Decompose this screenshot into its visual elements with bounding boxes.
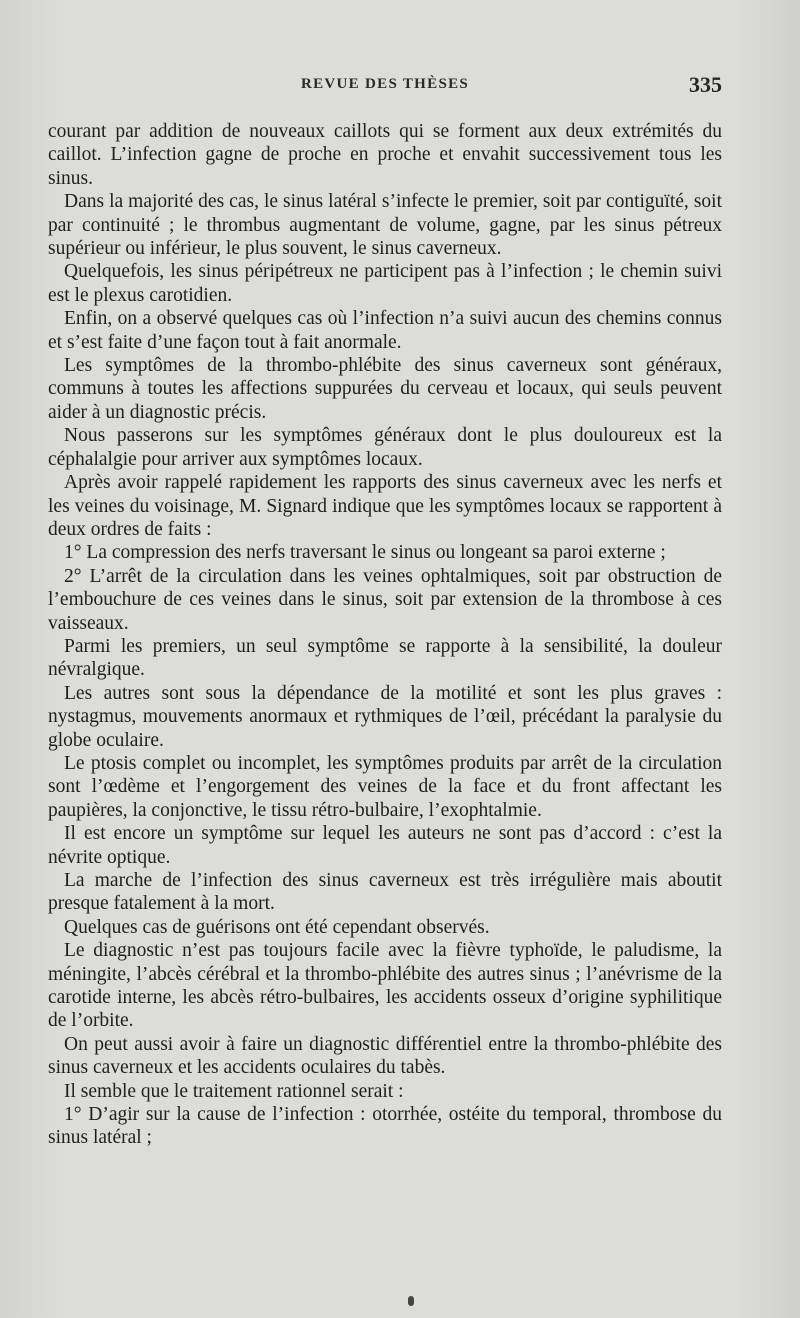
printer-mark — [408, 1296, 414, 1306]
paragraph: Les symptômes de la thrombo-phlébite des sinus caverneux sont généraux, communs à toutes les affections suppurées du cerveau et locaux, qui seuls peuvent aider à un diagnostic précis. — [48, 355, 722, 423]
paragraph: 2° L’arrêt de la circulation dans les veines ophtalmiques, soit par obstruction de l’embouchure de ces veines dans le sinus, soit par extension de la thrombose à ces vaisseaux. — [48, 565, 722, 634]
paragraph: Il est encore un symptôme sur lequel les auteurs ne sont pas d’accord : c’est la névrite optique. — [48, 823, 722, 868]
body-text — [48, 120, 722, 1150]
paragraph: Enfin, on a observé quelques cas où l’infection n’a suivi aucun des chemins connus et s’est faite d’une façon tout à fait anormale. — [48, 308, 722, 353]
paragraph: Parmi les premiers, un seul symptôme se rapporte à la sensibilité, la douleur névralgique. — [48, 635, 722, 681]
paragraph: Après avoir rappelé rapidement les rapports des sinus caverneux avec les nerfs et les veines du voisinage, M. Signard indique que les symptômes locaux se rapportent à deux ordres de faits : — [48, 472, 722, 540]
page-number: 335 — [689, 72, 722, 97]
paragraph: Nous passerons sur les symptômes généraux dont le plus douloureux est la céphalalgie pour arriver aux symptômes locaux. — [48, 425, 722, 470]
paragraph: Le ptosis complet ou incomplet, les symptômes produits par arrêt de la circulation sont l’œdème et l’engorgement des veines de la face et du front affectant les paupières, la conjonctive, le tissu rétro-bulbaire, l’exophtalmie. — [48, 752, 722, 821]
paragraph: 1° D’agir sur la cause de l’infection : otorrhée, ostéite du temporal, thrombose du sinus latéral ; — [48, 1104, 722, 1149]
paragraph: Dans la majorité des cas, le sinus latéral s’infecte le premier, soit par contiguïté, soit par continuité ; le thrombus augmentant de volume, gagne, par les sinus pétreux supérieur ou inférieur, le plus souvent, le sinus caverneux. — [48, 191, 722, 260]
running-head: REVUE DES THÈSES — [300, 76, 470, 92]
paragraph: On peut aussi avoir à faire un diagnostic différentiel entre la thrombo-phlébite des sinus caverneux et les accidents oculaires du tabès. — [48, 1033, 722, 1079]
paragraph: Quelques cas de guérisons ont été cependant observés. — [64, 916, 490, 938]
paragraph: Le diagnostic n’est pas toujours facile avec la fièvre typhoïde, le paludisme, la méningite, l’abcès cérébral et la thrombo-phlébite des autres sinus ; l’anévrisme de la carotide interne, les abcès rétro-bulbaires, les accidents osseux d’origine syphilitique de l’orbite. — [48, 940, 722, 1032]
paragraph: courant par addition de nouveaux caillots qui se forment aux deux extrémités du caillot. L’infection gagne de proche en proche et envahit successivement tous les sinus. — [48, 121, 722, 189]
paragraph: Il semble que le traitement rationnel serait : — [64, 1080, 404, 1102]
paragraph: 1° La compression des nerfs traversant le sinus ou longeant sa paroi externe ; — [64, 542, 666, 564]
page-header — [48, 72, 722, 102]
paragraph: Les autres sont sous la dépendance de la motilité et sont les plus graves : nystagmus, mouvements anormaux et rythmiques de l’œil, précédant la paralysie du globe oculaire. — [48, 682, 722, 751]
paragraph: La marche de l’infection des sinus caverneux est très irrégulière mais aboutit presque fatalement à la mort. — [48, 870, 722, 915]
paragraph: Quelquefois, les sinus péripétreux ne participent pas à l’infection ; le chemin suivi est le plexus carotidien. — [48, 261, 722, 306]
